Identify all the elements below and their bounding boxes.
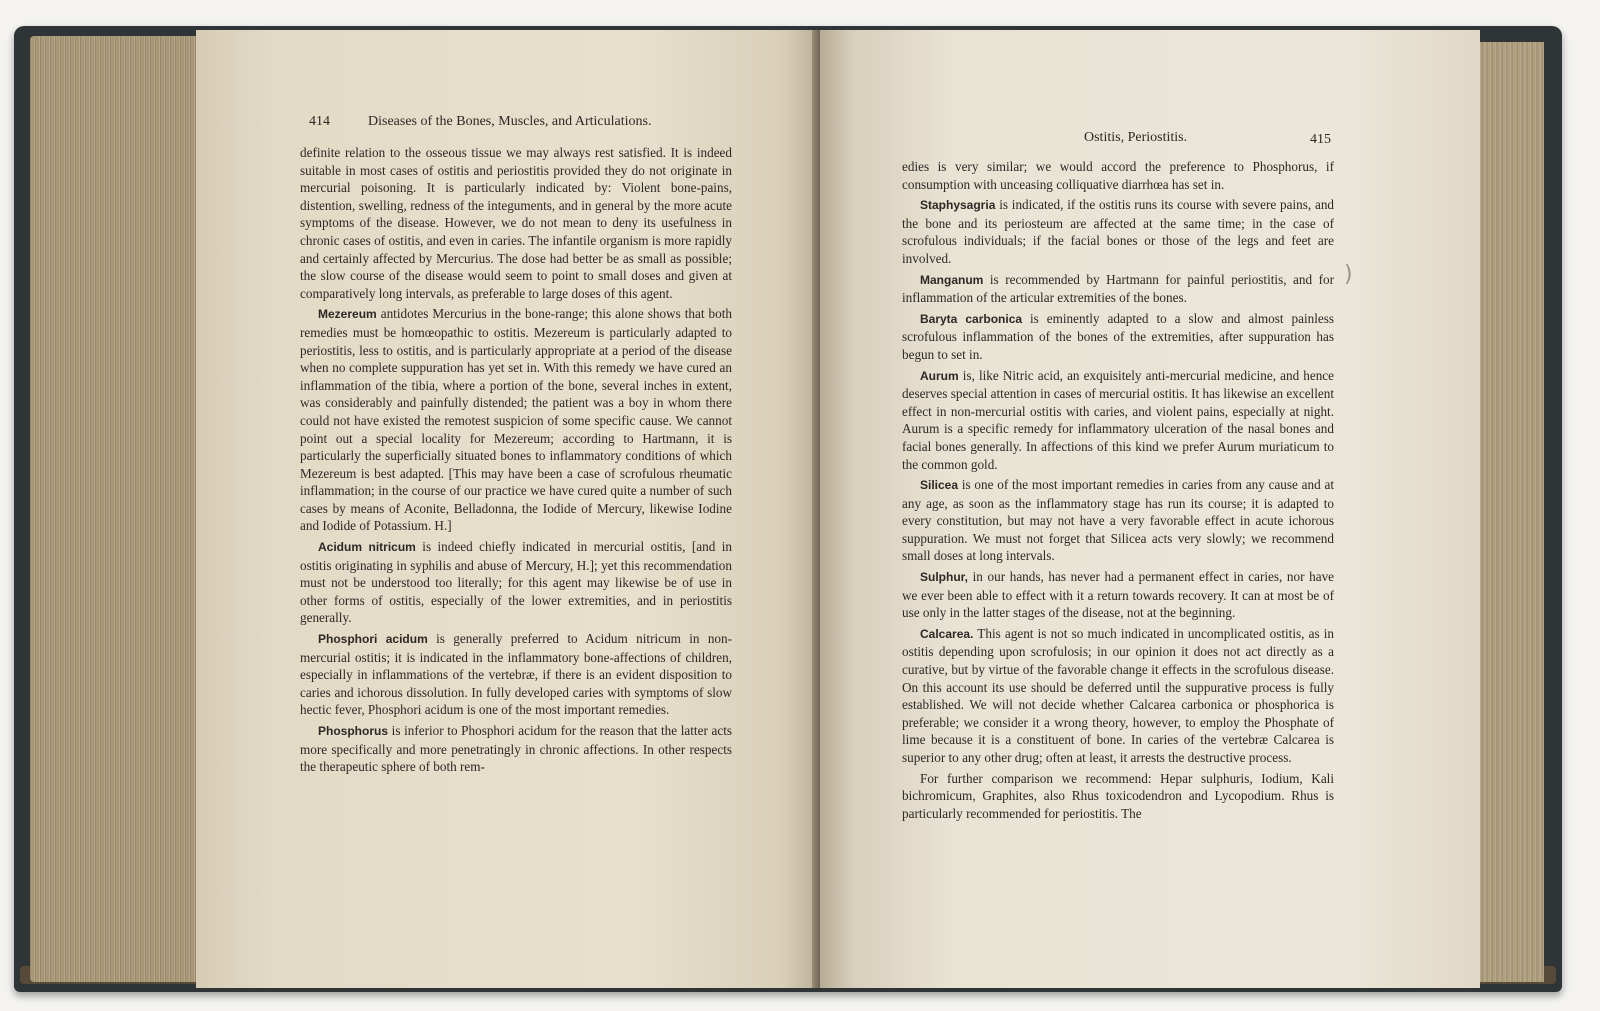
paragraph [902, 625, 1334, 767]
right-page-number: 415 [1310, 132, 1331, 147]
paragraph [902, 476, 1334, 565]
paragraph [902, 568, 1334, 622]
remedy-name: Acidum nitricum [318, 540, 416, 555]
remedy-name: Silicea [920, 478, 959, 493]
paragraph [300, 630, 732, 719]
remedy-name: Sulphur, [920, 570, 968, 585]
paragraph [300, 305, 732, 535]
left-page [196, 30, 820, 988]
paragraph-text: is inferior to Phosphori acidum for the reason that the latter acts more specifically and more penetratingly in chronic affections. In other respects the therapeutic sphere of both rem- [300, 723, 732, 775]
paragraph-text: For further comparison we recommend: Hepar sulphuris, Iodium, Kali bichromicum, Graphites, also Rhus toxicodendron and Lycopodium. Rhus is particularly recommended for periostitis. The [902, 770, 1334, 821]
remedy-name: Manganum [920, 272, 984, 287]
paragraph-text: is, like Nitric acid, an exquisitely anti-mercurial medicine, and hence deserves special attention in cases of mercurial ostitis. It has likewise an excellent effect in non-mercurial ostitis with caries, and violent pains, especially at night. Aurum is a specific remedy for inflammatory ulceration of the nasal bones and facial bones generally. In affections of this kind we prefer Aurum muriaticum to the common gold. [902, 367, 1335, 472]
right-running-head: Ostitis, Periostitis. [1084, 130, 1188, 145]
paragraph [902, 158, 1334, 193]
remedy-name: Mezereum [318, 307, 377, 322]
paragraph [902, 196, 1334, 267]
paragraph-text: is indeed chiefly indicated in mercurial ostitis, [and in ostitis originating in syphilis and abuse of Mercury, H.]; yet this recommendation must not be understood too literally; for this agent may likewise be of use in other forms of ostitis, especially of the lower extremities, and in periostitis generally. [300, 539, 732, 626]
paragraph-text: is eminently adapted to a slow and almost painless scrofulous inflammation of the bones of the extremities, after suppuration has begun to set in. [902, 310, 1334, 362]
paragraph [300, 722, 732, 776]
paragraph-text: definite relation to the osseous tissue we may always rest satisfied. It is indeed suitable in most cases of ostitis and periostitis provided they do not originate in mercurial poisoning. It is particularly indicated by: Violent bone-pains, distention, swelling, redness of the integuments, and in general by the more acute symptoms of the disease. However, we do not mean to deny its usefulness in chronic cases of ostitis, and even in caries. The infantile organism is more rapidly and certainly affected by Mercurius. The dose had better be as small as possible; the slow course of the disease would seem to point to small doses and given at comparatively long intervals, as preferable to large doses of this agent. [300, 145, 732, 301]
left-running-head: Diseases of the Bones, Muscles, and Articulations. [368, 114, 652, 129]
paragraph [902, 770, 1334, 823]
remedy-name: Baryta carbonica [920, 311, 1023, 326]
left-page-text [300, 144, 732, 776]
paragraph-text: in our hands, has never had a permanent effect in caries, nor have we ever been able to effect with it a return towards recovery. It can at most be of use only in the latter stages of the disease, not at the beginning. [902, 569, 1335, 621]
right-page-text [902, 158, 1334, 822]
paragraph [300, 538, 732, 627]
remedy-name: Phosphori acidum [318, 632, 428, 647]
remedy-name: Staphysagria [920, 198, 996, 213]
pencil-mark: ) [1344, 262, 1353, 287]
paragraph [300, 144, 732, 302]
paragraph [902, 367, 1334, 474]
paragraph-text: antidotes Mercurius in the bone-range; this alone shows that both remedies must be homœopathic to ostitis. Mezereum is particularly adapted to periostitis, less to ostitis, and is particularly appropriate at a period of the disease when no complete suppuration has yet set in. With this remedy we have cured an inflammation of the tibia, where a portion of the bone, several inches in extent, was considerably and painfully distended; the patient was a boy in whom there could not have existed the remotest suspicion of some specific cause. We cannot point out a special locality for Mezereum; according to Hartmann, it is particularly the superficially situated bones to inflammatory conditions of which Mezereum is best adapted. [This may have been a case of scrofulous rheumatic inflammation; in the course of our practice we have cured quite a number of such cases by means of Aconite, Belladonna, the Iodide of Mercury, likewise Iodine and Iodide of Potassium. H.] [300, 306, 733, 534]
paragraph-text: edies is very similar; we would accord the preference to Phosphorus, if consumption with unceasing colliquative diarrhœa has set in. [902, 159, 1334, 192]
paragraph [902, 310, 1334, 364]
remedy-name: Aurum [920, 368, 959, 383]
paragraph-text: This agent is not so much indicated in uncomplicated ostitis, as in ostitis depending upon scrofulosis; in our opinion it does not act directly as a curative, but by virtue of the favorable change it effects in the scrofulous disease. On this account its use should be deferred until the suppurative process is fully established. We will not decide whether Calcarea carbonica or phosphorica is preferable; we consider it a wrong theory, however, to employ the Phosphate of lime because it is a constituent of bone. In caries of the vertebræ Calcarea is superior to any other drug; often at least, it arrests the destructive process. [902, 625, 1334, 765]
paragraph [902, 271, 1334, 307]
paragraph-text: is indicated, if the ostitis runs its course with severe pains, and the bone and its periosteum are affected at the same time; in the case of scrofulous individuals; if the facial bones or those of the legs and feet are involved. [902, 197, 1335, 266]
left-page-number: 414 [309, 114, 330, 129]
paragraph-text: is recommended by Hartmann for painful periostitis, and for inflammation of the articular extremities of the bones. [902, 271, 1334, 306]
remedy-name: Calcarea. [920, 626, 974, 641]
right-page [820, 30, 1480, 988]
paragraph-text: is generally preferred to Acidum nitricum in non-mercurial ostitis; it is indicated in the inflammatory bone-affections of children, especially in inflammations of the vertebræ, if there is an evident disposition to caries and ichorous dissolution. In fully developed caries with symptoms of slow hectic fever, Phosphori acidum is one of the most important remedies. [300, 631, 732, 718]
remedy-name: Phosphorus [318, 724, 389, 738]
paragraph-text: is one of the most important remedies in caries from any cause and at any age, as soon as the inflammatory stage has run its course; it is adapted to every constitution, but may not have a very favorable effect in acute ichorous suppuration. We must not forget that Silicea acts very slowly; we recommend small doses at long intervals. [902, 477, 1335, 564]
